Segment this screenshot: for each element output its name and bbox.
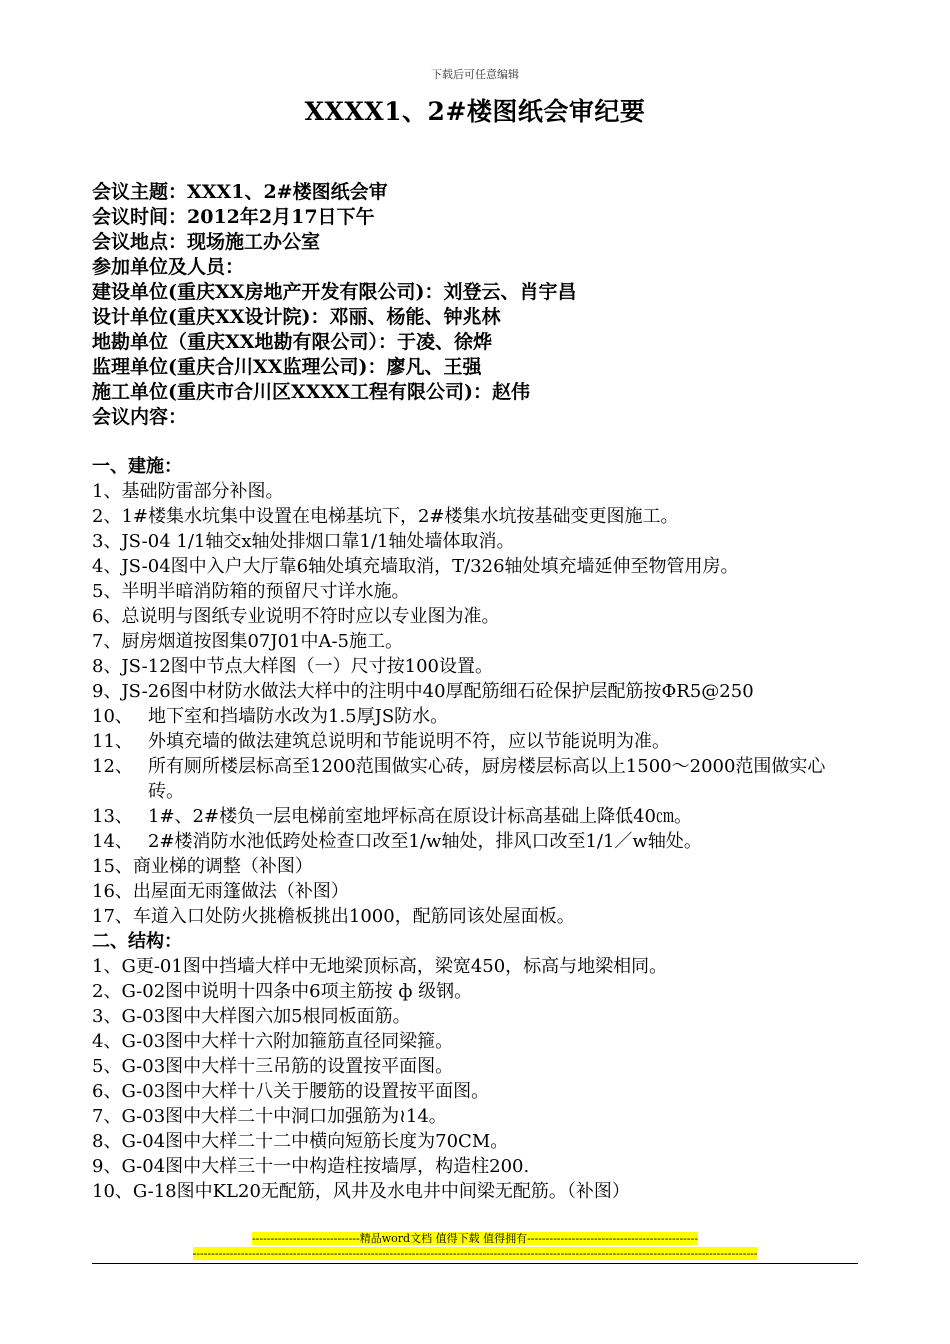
attendee-survey: 地勘单位（重庆XX地勘有限公司）：于凌、徐烨 [92,331,492,353]
list-item [92,754,858,804]
footer-banner-text: -----------------------------精品word文档 值得下载 值得拥有---------------------------------------------- [251,1232,699,1245]
list-item: 9、G-04图中大样三十一中构造柱按墙厚，构造柱200. [92,1156,530,1177]
list-item: 8、G-04图中大样二十二中横向短筋长度为70CM。 [92,1131,509,1152]
item-text: 所有厕所楼层标高至1200范围做实心砖，厨房楼层标高以上1500～2000范围做实心砖。 [148,756,826,802]
item-text: 1#、2#楼负一层电梯前室地坪标高在原设计标高基础上降低40㎝。 [148,806,692,827]
meeting-location: 会议地点：现场施工办公室 [92,231,321,253]
list-item: 6、G-03图中大样十八关于腰筋的设置按平面图。 [92,1081,490,1102]
meeting-topic: 会议主题：XXX1、2#楼图纸会审 [92,181,388,203]
footer-rule [92,1263,858,1264]
item-number: 10、 [92,706,133,727]
list-item: 15、商业梯的调整（补图） [92,856,313,877]
list-item: 6、总说明与图纸专业说明不符时应以专业图为准。 [92,606,500,627]
list-item: 16、出屋面无雨篷做法（补图） [92,881,349,902]
list-item: 3、JS-04 1/1轴交x轴处排烟口靠1/1轴处墙体取消。 [92,531,515,552]
list-item: 5、G-03图中大样十三吊筋的设置按平面图。 [92,1056,454,1077]
meeting-info [92,180,872,430]
list-item: 7、G-03图中大样二十中洞口加强筋为≀14。 [92,1106,447,1127]
attendee-designer: 设计单位(重庆XX设计院)：邓丽、杨能、钟兆林 [92,306,501,328]
list-item: 3、G-03图中大样图六加5根同板面筋。 [92,1006,411,1027]
list-item: 5、半明半暗消防箱的预留尺寸详水施。 [92,581,410,602]
list-item [92,829,858,854]
item-text: 2#楼消防水池低跨处检查口改至1/w轴处，排风口改至1/1／w轴处。 [148,831,702,852]
header-note: 下载后可任意编辑 [431,68,519,81]
attendees-heading: 参加单位及人员： [92,256,245,278]
footer-divider-text: -------------------------------------------------------------------------------------------------------------------------------------------------------- [192,1247,758,1260]
list-item: 2、G-02图中说明十四条中6项主筋按 ф 级钢。 [92,981,473,1002]
meeting-time: 会议时间：2012年2月17日下午 [92,206,375,228]
item-text: 地下室和挡墙防水改为1.5厚JS防水。 [148,706,449,727]
list-item: 17、车道入口处防火挑檐板挑出1000，配筋同该处屋面板。 [92,906,575,927]
list-item: 2、1#楼集水坑集中设置在电梯基坑下，2#楼集水坑按基础变更图施工。 [92,506,679,527]
item-number: 12、 [92,756,133,777]
item-number: 11、 [92,731,133,752]
list-item: 4、JS-04图中入户大厅靠6轴处填充墙取消，T/326轴处填充墙延伸至物管用房。 [92,556,739,577]
attendee-supervisor: 监理单位(重庆合川XX监理公司)：廖凡、王强 [92,356,482,378]
section-heading-structure: 二、结构： [92,931,182,952]
list-item: 10、G-18图中KL20无配筋，风井及水电井中间梁无配筋。（补图） [92,1181,630,1202]
list-item: 9、JS-26图中材防水做法大样中的注明中40厚配筋细石砼保护层配筋按ΦR5@250 [92,681,754,702]
list-item: 1、基础防雷部分补图。 [92,481,284,502]
meeting-content [92,454,858,1204]
list-item: 4、G-03图中大样十六附加箍筋直径同梁箍。 [92,1031,454,1052]
attendee-contractor: 施工单位(重庆市合川区XXXX工程有限公司)：赵伟 [92,381,530,403]
list-item: 1、G更-01图中挡墙大样中无地梁顶标高，梁宽450，标高与地梁相同。 [92,956,668,977]
list-item: 8、JS-12图中节点大样图（一）尺寸按100设置。 [92,656,493,677]
content-heading: 会议内容： [92,406,188,428]
section-heading-architecture: 一、建施： [92,456,182,477]
list-item [92,804,858,829]
item-number: 13、 [92,806,133,827]
list-item [92,729,858,754]
document-title: XXXX1、2#楼图纸会审纪要 [304,97,646,126]
item-text: 外填充墙的做法建筑总说明和节能说明不符，应以节能说明为准。 [148,731,670,752]
footer-divider-band [0,1247,950,1261]
list-item [92,704,858,729]
item-number: 14、 [92,831,133,852]
footer-banner [0,1232,950,1246]
attendee-owner: 建设单位(重庆XX房地产开发有限公司)：刘登云、肖宇昌 [92,281,577,303]
list-item: 7、厨房烟道按图集07J01中A-5施工。 [92,631,404,652]
